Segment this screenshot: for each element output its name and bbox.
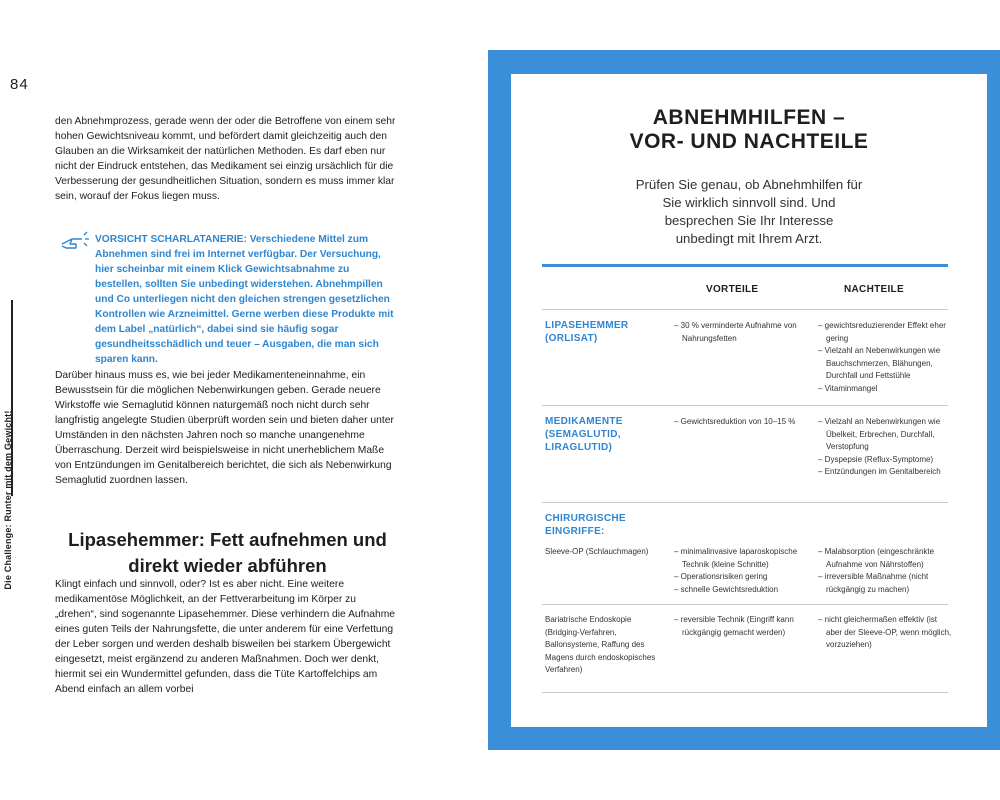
list-item: – Operationsrisiken gering — [674, 572, 768, 581]
row-divider — [542, 309, 948, 310]
list-item: – Malabsorption (eingeschränkte Aufnahme von Nährstoffen) — [818, 547, 935, 569]
row2-cons — [818, 416, 953, 479]
section-heading: Lipasehemmer: Fett aufnehmen und direkt wieder abführen — [68, 529, 387, 577]
list-item: – nicht gleichermaßen effektiv (ist aber der Sleeve-OP, wenn möglich, vorzuziehen) — [818, 615, 952, 649]
paragraph-1: den Abnehmprozess, gerade wenn der oder die Betroffene von einem sehr hohen Gewichtsniveau kommt, und befördert damit gleichzeitig auch den Glauben an die Wirksamkeit der natürlichen Methoden. Es darf eben nur nicht der Eindruck entstehen, das Medikament sei einzig ursächlich für die Verbesserung der gesundheitlichen Situation, sondern es muss immer klar sein, worauf der Fokus liegen muss. — [55, 116, 396, 202]
list-item: – minimalinvasive laparoskopische Technik (kleine Schnitte) — [674, 547, 798, 569]
row-divider — [542, 692, 948, 693]
row-label-medikamente: MEDIKAMENTE (SEMAGLUTID, LIRAGLUTID) — [545, 416, 623, 453]
info-box — [511, 74, 987, 727]
row2-pros — [674, 416, 804, 429]
list-item: – Entzündungen im Genitalbereich — [818, 467, 941, 476]
row1-cons — [818, 320, 953, 395]
column-header-cons: NACHTEILE — [844, 284, 904, 295]
sleeve-op-pros — [674, 546, 806, 596]
warning-box: VORSICHT SCHARLATANERIE: Verschiedene Mittel zum Abnehmen sind frei im Internet verfügbar. Der Versuchung, hier scheinbar mit einem Klick Gewichtsabnahme zu bestellen, sollten Sie unbedingt widerstehen. Abnehmpillen und Co unterliegen nicht den gleichen strengen gesetzlichen Kontrollen wie Arzneimittel. Gerne werben diese Produkte mit dem Label „natürlich“, dabei sind sie häufig sogar gesundheitsschädlich und teuer – Ausgaben, die man sich sparen kann. — [95, 234, 394, 365]
paragraph-3: Klingt einfach und sinnvoll, oder? Ist es aber nicht. Eine weitere medikamentöse Möglichkeit, an der Fettverarbeitung im Körper zu „drehen“, sind sogenannte Lipasehemmer. Diese verhindern die Aufnahme eines guten Teils der Nahrungsfette, die unter anderem für eine Verfettung der Leber sorgen und werden deshalb bisweilen bei starkem Übergewicht eingesetzt, meist ergänzend zu anderen Maßnahmen. Doch wer denkt, hiermit sei ein Wundermittel gefunden, dass die Tüte Kartoffelchips am Abend einfach an allem vorbei — [55, 579, 396, 695]
page-number: 84 — [10, 76, 29, 93]
list-item: – Vitaminmangel — [818, 383, 878, 393]
pointing-hand-icon — [60, 230, 90, 252]
list-item: – Dyspepsie (Reflux-Symptome) — [818, 454, 934, 464]
box-title — [511, 106, 987, 154]
list-item: – schnelle Gewichtsreduktion — [674, 584, 779, 594]
box-title-line1: ABNEHMHILFEN – — [652, 106, 846, 129]
endoskopie-cons — [818, 614, 953, 652]
list-item: – reversible Technik (Eingriff kann rückgängig gemacht werden) — [674, 615, 794, 637]
running-title — [0, 400, 18, 600]
endoskopie-pros — [674, 614, 804, 639]
box-title-line2: VOR- UND NACHTEILE — [629, 130, 869, 153]
row-divider — [542, 405, 948, 406]
paragraph-2: Darüber hinaus muss es, wie bei jeder Medikamenteneinnahme, ein Bewusstsein für die möglichen Nebenwirkungen geben. Gerade neuere Wirkstoffe wie Semaglutid können naturgemäß noch nicht durch sehr langfristig angelegte Studien überprüft worden sein und bieten daher unter Umständen in den nächsten Jahren noch so manche unangenehme Überraschung. Derzeit wird beispielsweise in nicht unerheblichem Maße von Entzündungen im Genitalbereich berichtet, die sich als Nebenwirkung Semaglutid zuordnen lassen. — [55, 370, 394, 486]
running-title-text: Die Challenge: Runter mit dem Gewicht! — [3, 410, 13, 590]
row1-pros — [674, 320, 804, 345]
row-divider — [542, 502, 948, 503]
list-item: – Gewichtsreduktion von 10–15 % — [674, 417, 796, 426]
row-label-chirurgische-eingriffe: CHIRURGISCHE EINGRIFFE: — [545, 513, 626, 537]
list-item: – Vielzahl an Nebenwirkungen wie Übelkeit, Erbrechen, Durchfall, Verstopfung — [818, 417, 941, 451]
sleeve-op-label: Sleeve-OP (Schlauchmagen) — [545, 547, 649, 556]
sleeve-op-cons — [818, 546, 953, 596]
table-top-rule — [542, 264, 948, 267]
list-item: – gewichtsreduzierender Effekt eher gering — [818, 321, 946, 343]
row-divider — [542, 604, 948, 605]
box-subtitle — [511, 176, 987, 248]
list-item: – irreversible Maßnahme (nicht rückgängig zu machen) — [818, 572, 929, 594]
endoskopie-label: Bariatrische Endoskopie (Bridging-Verfahren, Ballonsysteme, Raffung des Magens durch endoskopisches Verfahren) — [545, 615, 656, 674]
box-subtitle-text: Prüfen Sie genau, ob Abnehmhilfen für Sie wirklich sinnvoll sind. Und besprechen Sie Ihr Interesse unbedingt mit Ihrem Arzt. — [635, 177, 863, 246]
row-label-lipasehemmer: LIPASEHEMMER (ORLISAT) — [545, 320, 629, 344]
list-item: – 30 % verminderte Aufnahme von Nahrungsfetten — [674, 321, 797, 343]
column-header-pros: VORTEILE — [706, 284, 759, 295]
list-item: – Vielzahl an Nebenwirkungen wie Bauchschmerzen, Blähungen, Durchfall und Fettstühle — [818, 346, 941, 380]
